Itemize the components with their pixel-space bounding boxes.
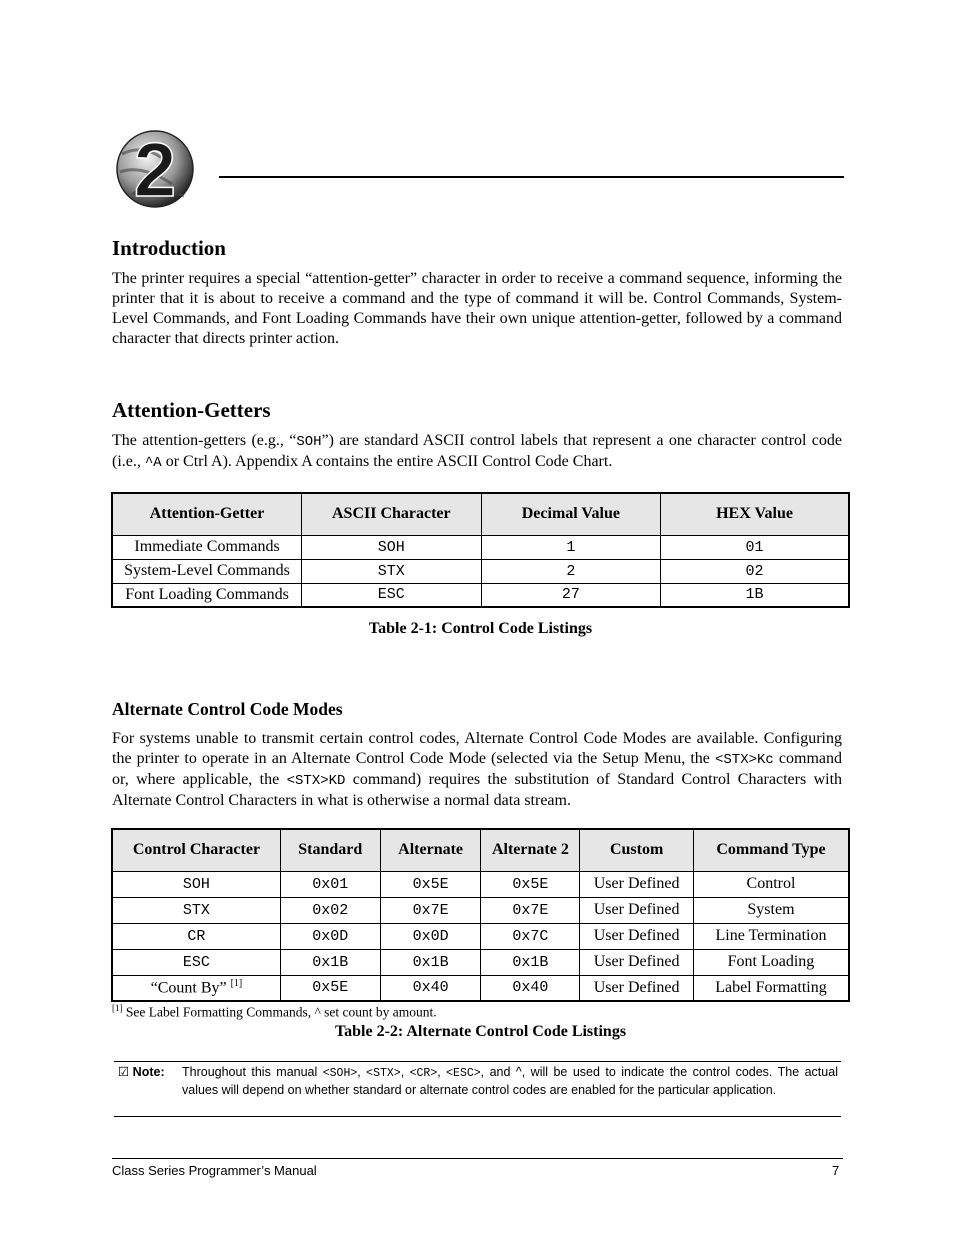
table-cell: System-Level Commands — [112, 559, 302, 583]
alternate-modes-heading: Alternate Control Code Modes — [112, 699, 343, 719]
table-cell: 0x7E — [380, 897, 481, 923]
code-stx-kd: <STX>KD — [286, 773, 346, 789]
alternate-modes-paragraph: For systems unable to transmit certain control codes, Alternate Control Code Modes are available. Configuring the printer to operate in an Alternate Control Code Mode (selected via the Setup Menu, the <STX>Kc command or, where applicable, the <STX>KD command) requires the substitution of Standard Control Characters with Alternate Control Characters in what is otherwise a normal data stream. — [112, 730, 843, 809]
table-row — [112, 871, 849, 897]
table-cell: System — [693, 897, 849, 923]
page-number: 7 — [832, 1163, 840, 1178]
table-cell: STX — [112, 897, 280, 923]
chapter-rule — [219, 176, 844, 178]
table-row — [112, 975, 849, 1001]
table-row — [112, 897, 849, 923]
table-header: Alternate — [380, 829, 481, 871]
table-cell: 0x7E — [481, 897, 580, 923]
table-header: Standard — [280, 829, 380, 871]
note-label: ☑ Note: — [118, 1065, 165, 1079]
table2-caption: Table 2-2: Alternate Control Code Listings — [334, 1023, 627, 1040]
table-cell: 0x1B — [481, 949, 580, 975]
code-stx-kc: <STX>Kc — [714, 752, 774, 768]
table-cell: STX — [302, 559, 482, 583]
table-cell: “Count By” [1] — [112, 975, 280, 1001]
table1-caption: Table 2-1: Control Code Listings — [368, 620, 593, 637]
table-header: HEX Value — [661, 493, 849, 535]
table-cell: 0x7C — [481, 923, 580, 949]
table-cell: 27 — [481, 583, 661, 607]
table-row — [112, 923, 849, 949]
table-cell: Line Termination — [693, 923, 849, 949]
table-header: Decimal Value — [481, 493, 661, 535]
table-cell: 0x0D — [280, 923, 380, 949]
table-cell: CR — [112, 923, 280, 949]
table-cell: ESC — [112, 949, 280, 975]
table-header-row — [112, 493, 849, 535]
table-cell: 0x40 — [380, 975, 481, 1001]
table-cell: 02 — [661, 559, 849, 583]
table-cell: 01 — [661, 535, 849, 559]
table-cell: 1B — [661, 583, 849, 607]
table-row — [112, 535, 849, 559]
table-cell: User Defined — [580, 949, 694, 975]
introduction-paragraph: The printer requires a special “attention-getter” character in order to receive a command sequence, informing the printer that it is about to receive a command and the type of command it will be. Control Commands, System-Level Commands, and Font Loading Commands have their own unique attention-getter, followed by a command character that directs printer action. — [112, 270, 842, 347]
table-cell: Control — [693, 871, 849, 897]
table-cell: 0x1B — [380, 949, 481, 975]
table-cell: 0x5E — [481, 871, 580, 897]
table-cell: User Defined — [580, 871, 694, 897]
table-header: Attention-Getter — [112, 493, 302, 535]
table-header: ASCII Character — [302, 493, 482, 535]
table-cell: 0x5E — [380, 871, 481, 897]
table-cell: 2 — [481, 559, 661, 583]
table-header: Control Character — [112, 829, 280, 871]
footer-rule — [112, 1158, 843, 1159]
table-cell: SOH — [302, 535, 482, 559]
table-cell: SOH — [112, 871, 280, 897]
attention-getters-paragraph: The attention-getters (e.g., “SOH”) are standard ASCII control labels that represent a one character control code (i.e., ^A or Ctrl A). Appendix A contains the entire ASCII Control Code Chart. — [112, 432, 842, 471]
table-header: Command Type — [693, 829, 849, 871]
table-cell: 0x40 — [481, 975, 580, 1001]
table-cell: Label Formatting — [693, 975, 849, 1001]
table2-footnote: [1] See Label Formatting Commands, ^ set count by amount. — [112, 1003, 437, 1020]
table-cell: User Defined — [580, 975, 694, 1001]
code-ctrl-a: ^A — [144, 455, 162, 471]
table-cell: User Defined — [580, 897, 694, 923]
table-row — [112, 583, 849, 607]
table-cell: 0x5E — [280, 975, 380, 1001]
table-header: Alternate 2 — [481, 829, 580, 871]
chapter-number: 2 — [133, 128, 177, 210]
chapter-number-badge — [112, 124, 198, 210]
note-text: Throughout this manual <SOH>, <STX>, <CR>, <ESC>, and ^, will be used to indicate the control codes. The actual values will depend on whether standard or alternate control codes are enabled for the particular application. — [182, 1065, 838, 1097]
footnote-ref: [1] — [230, 978, 243, 990]
code-soh: SOH — [296, 434, 322, 450]
table-cell: 0x1B — [280, 949, 380, 975]
table-header: Custom — [580, 829, 694, 871]
table-cell: 1 — [481, 535, 661, 559]
table-row — [112, 559, 849, 583]
table-cell: Font Loading Commands — [112, 583, 302, 607]
table-cell: User Defined — [580, 923, 694, 949]
table-row — [112, 949, 849, 975]
introduction-heading: Introduction — [112, 236, 226, 260]
table-cell: Font Loading — [693, 949, 849, 975]
table-cell: 0x02 — [280, 897, 380, 923]
table-header-row — [112, 829, 849, 871]
table-cell: 0x0D — [380, 923, 481, 949]
table-cell: Immediate Commands — [112, 535, 302, 559]
table-cell: 0x01 — [280, 871, 380, 897]
control-code-table — [111, 492, 850, 608]
footer-title: Class Series Programmer’s Manual — [112, 1163, 317, 1178]
table-cell: ESC — [302, 583, 482, 607]
attention-getters-heading: Attention-Getters — [112, 398, 271, 422]
alternate-control-code-table — [111, 828, 850, 1002]
